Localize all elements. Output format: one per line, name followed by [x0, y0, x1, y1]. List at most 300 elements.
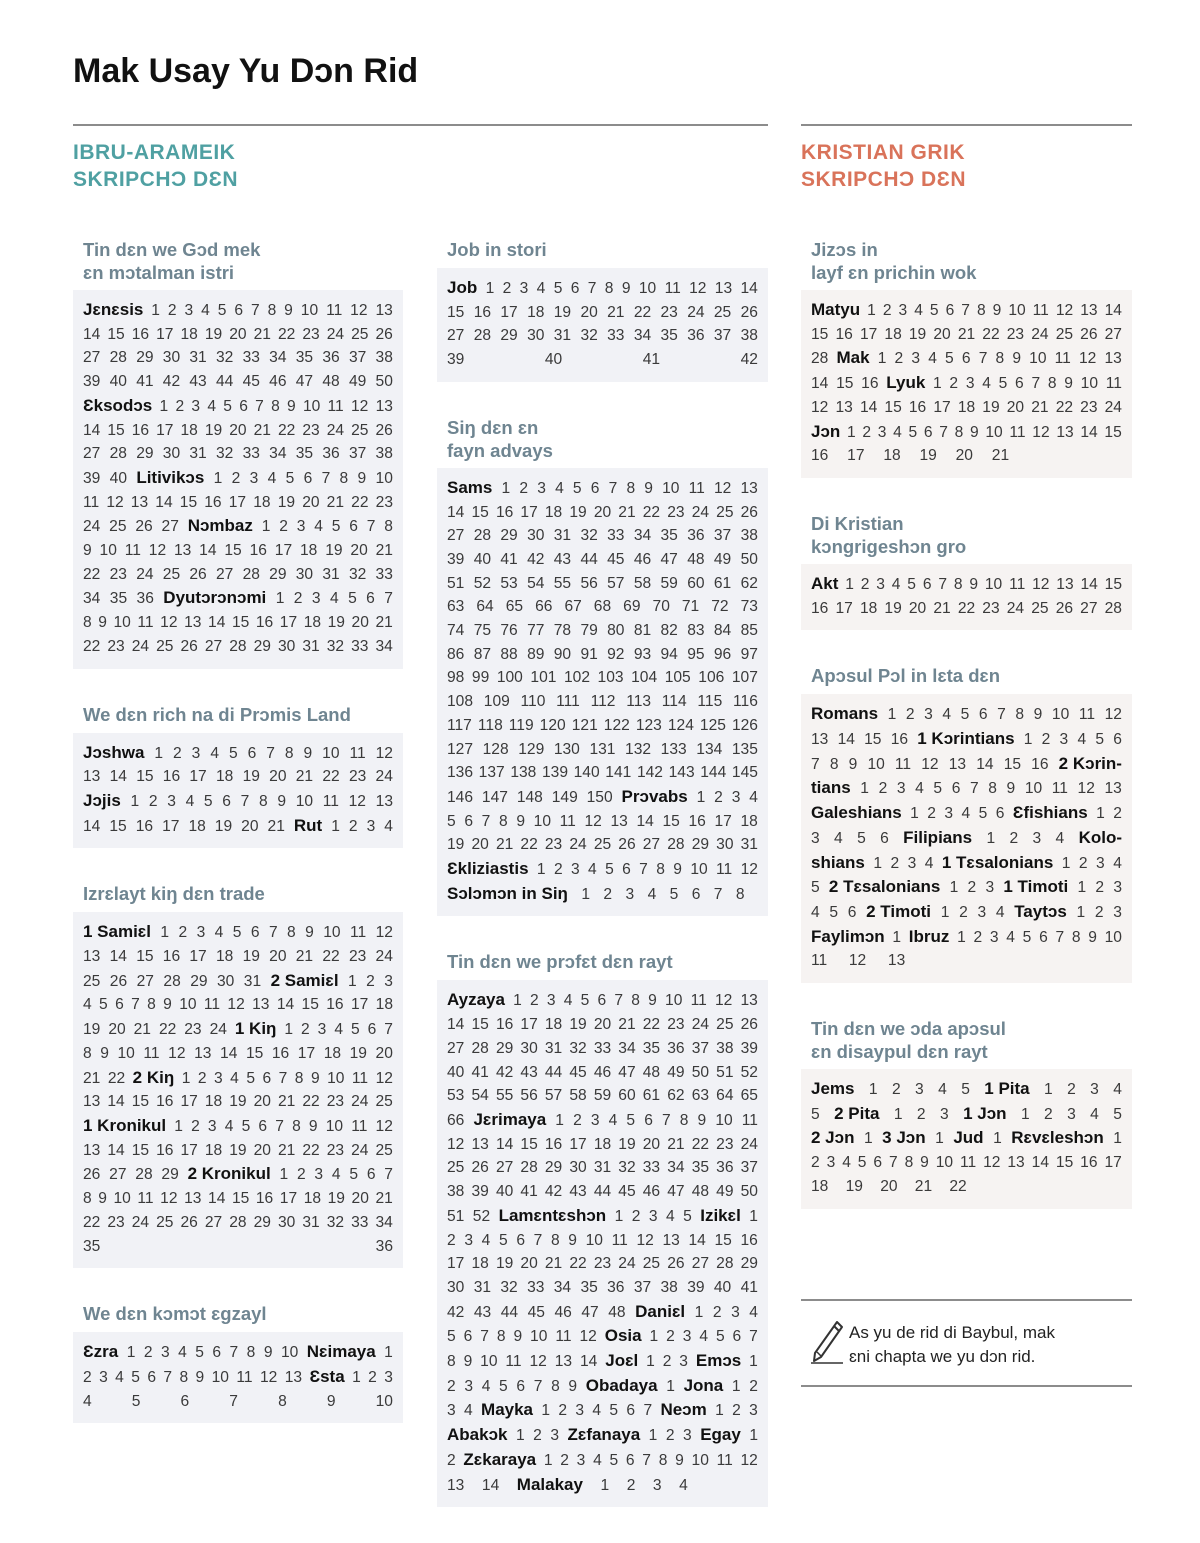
chapter-number[interactable]: 29 — [253, 1213, 271, 1231]
chapter-number[interactable]: 12 — [811, 398, 829, 416]
chapter-number[interactable]: 145 — [731, 764, 758, 782]
chapter-number[interactable]: 106 — [698, 669, 725, 687]
chapter-number[interactable]: 1 — [935, 1130, 944, 1148]
chapter-number[interactable]: 16 — [255, 1190, 274, 1208]
chapter-number[interactable]: 22 — [949, 1177, 967, 1195]
chapter-number[interactable]: 26 — [375, 421, 393, 439]
chapter-number[interactable]: 1 — [749, 1353, 758, 1371]
chapter-number[interactable]: 23 — [593, 1255, 612, 1273]
chapter-number[interactable]: 5 — [907, 575, 916, 593]
chapter-number[interactable]: 19 — [982, 398, 1000, 416]
chapter-number[interactable]: 29 — [253, 637, 271, 655]
chapter-number[interactable]: 1 — [648, 1427, 658, 1445]
chapter-number[interactable]: 10 — [375, 469, 393, 487]
chapter-number[interactable]: 65 — [505, 598, 524, 616]
chapter-number[interactable]: 19 — [327, 614, 345, 632]
chapter-number[interactable]: 124 — [667, 716, 694, 734]
chapter-number[interactable]: 24 — [209, 1021, 227, 1039]
chapter-number[interactable]: 5 — [99, 996, 108, 1014]
chapter-number[interactable]: 17 — [847, 447, 865, 465]
chapter-number[interactable]: 42 — [527, 550, 545, 568]
chapter-number[interactable]: 57 — [607, 574, 625, 592]
chapter-number[interactable]: 10 — [690, 861, 708, 879]
chapter-number[interactable]: 15 — [107, 325, 125, 343]
chapter-number[interactable]: 6 — [262, 1069, 272, 1087]
chapter-number[interactable]: 9 — [969, 423, 979, 441]
chapter-number[interactable]: 16 — [861, 375, 879, 393]
chapter-number[interactable]: 1 — [501, 479, 511, 497]
chapter-number[interactable]: 18 — [188, 817, 206, 835]
chapter-number[interactable]: 25 — [156, 637, 174, 655]
chapter-number[interactable]: 3 — [191, 744, 201, 762]
chapter-number[interactable]: 28 — [229, 637, 247, 655]
chapter-number[interactable]: 5 — [349, 1166, 359, 1184]
chapter-number[interactable]: 19 — [214, 817, 233, 835]
chapter-number[interactable]: 12 — [1032, 575, 1050, 593]
chapter-number[interactable]: 11 — [894, 755, 912, 773]
chapter-number[interactable]: 15 — [107, 421, 125, 439]
chapter-number[interactable]: 24 — [326, 421, 345, 439]
chapter-number[interactable]: 14 — [837, 731, 855, 749]
chapter-number[interactable]: 2 — [296, 1166, 306, 1184]
chapter-number[interactable]: 17 — [500, 303, 518, 321]
chapter-number[interactable]: 4 — [464, 1402, 473, 1420]
chapter-number[interactable]: 10 — [1008, 302, 1026, 319]
chapter-number[interactable]: 22 — [278, 421, 296, 439]
chapter-number[interactable]: 38 — [740, 527, 758, 545]
chapter-number[interactable]: 3 — [167, 792, 176, 810]
chapter-number[interactable]: 31 — [243, 972, 262, 990]
chapter-number[interactable]: 30 — [278, 1213, 296, 1231]
chapter-number[interactable]: 10 — [1051, 706, 1070, 724]
chapter-number[interactable]: 8 — [1047, 375, 1057, 393]
chapter-number[interactable]: 15 — [1104, 575, 1122, 593]
chapter-number[interactable]: 12 — [1055, 302, 1074, 319]
chapter-number[interactable]: 16 — [811, 447, 829, 465]
chapter-number[interactable]: 16 — [1080, 1154, 1098, 1172]
chapter-number[interactable]: 54 — [471, 1087, 489, 1105]
chapter-number[interactable]: 17 — [520, 503, 538, 521]
chapter-number[interactable]: 15 — [884, 398, 902, 416]
chapter-number[interactable]: 79 — [580, 622, 598, 640]
chapter-number[interactable]: 22 — [107, 1069, 126, 1087]
chapter-number[interactable]: 31 — [189, 445, 207, 463]
chapter-number[interactable]: 12 — [689, 280, 707, 297]
chapter-number[interactable]: 25 — [716, 503, 734, 521]
chapter-number[interactable]: 11 — [124, 542, 141, 560]
chapter-number[interactable]: 20 — [593, 503, 612, 521]
chapter-number[interactable]: 96 — [713, 645, 732, 663]
chapter-number[interactable]: 4 — [83, 1392, 92, 1410]
chapter-number[interactable]: 15 — [471, 503, 489, 521]
chapter-number[interactable]: 7 — [888, 1154, 898, 1172]
chapter-number[interactable]: 13 — [740, 992, 758, 1010]
chapter-number[interactable]: 100 — [496, 669, 523, 687]
chapter-number[interactable]: 6 — [945, 302, 955, 319]
chapter-number[interactable]: 12 — [350, 397, 369, 415]
chapter-number[interactable]: 23 — [982, 599, 1000, 617]
chapter-number[interactable]: 8 — [995, 350, 1005, 368]
chapter-number[interactable]: 13 — [252, 996, 270, 1014]
chapter-number[interactable]: 11 — [143, 1044, 160, 1062]
chapter-number[interactable]: 2 — [860, 575, 870, 593]
chapter-number[interactable]: 129 — [518, 740, 545, 758]
chapter-number[interactable]: 5 — [1022, 928, 1032, 946]
chapter-number[interactable]: 45 — [618, 1183, 636, 1201]
chapter-number[interactable]: 33 — [242, 349, 260, 367]
chapter-number[interactable]: 8 — [147, 996, 156, 1014]
chapter-number[interactable]: 34 — [269, 445, 287, 463]
chapter-number[interactable]: 3 — [965, 375, 975, 393]
chapter-number[interactable]: 23 — [326, 1093, 345, 1111]
chapter-number[interactable]: 30 — [295, 565, 314, 583]
chapter-number[interactable]: 31 — [322, 565, 340, 583]
chapter-number[interactable]: 38 — [375, 445, 393, 463]
chapter-number[interactable]: 14 — [447, 503, 465, 521]
chapter-number[interactable]: 11 — [741, 1111, 758, 1129]
chapter-number[interactable]: 21 — [1031, 398, 1049, 416]
chapter-number[interactable]: 9 — [1033, 706, 1043, 724]
chapter-number[interactable]: 20 — [880, 1177, 898, 1195]
chapter-number[interactable]: 108 — [447, 693, 474, 711]
chapter-number[interactable]: 22 — [302, 1141, 320, 1159]
chapter-number[interactable]: 10 — [715, 1111, 733, 1129]
chapter-number[interactable]: 22 — [691, 1135, 710, 1153]
chapter-number[interactable]: 46 — [269, 373, 287, 391]
chapter-number[interactable]: 30 — [162, 445, 181, 463]
chapter-number[interactable]: 94 — [660, 645, 678, 663]
chapter-number[interactable]: 10 — [662, 479, 680, 497]
chapter-number[interactable]: 4 — [207, 397, 216, 415]
chapter-number[interactable]: 34 — [83, 590, 101, 608]
chapter-number[interactable]: 40 — [109, 469, 128, 487]
chapter-number[interactable]: 142 — [636, 764, 663, 782]
chapter-number[interactable]: 1 — [1020, 1105, 1030, 1123]
chapter-number[interactable]: 47 — [581, 1303, 599, 1321]
chapter-number[interactable]: 46 — [554, 1303, 572, 1321]
chapter-number[interactable]: 2 — [890, 854, 900, 872]
chapter-number[interactable]: 26 — [740, 503, 758, 521]
chapter-number[interactable]: 4 — [811, 903, 820, 921]
chapter-number[interactable]: 2 — [959, 903, 968, 921]
chapter-number[interactable]: 20 — [253, 1093, 271, 1111]
chapter-number[interactable]: 20 — [229, 325, 247, 343]
chapter-number[interactable]: 8 — [735, 885, 745, 903]
chapter-number[interactable]: 15 — [864, 731, 882, 749]
chapter-number[interactable]: 70 — [652, 598, 670, 616]
chapter-number[interactable]: 8 — [267, 302, 277, 319]
chapter-number[interactable]: 6 — [597, 992, 607, 1010]
chapter-number[interactable]: 13 — [811, 731, 829, 749]
chapter-number[interactable]: 40 — [713, 1278, 732, 1296]
chapter-number[interactable]: 14 — [976, 755, 994, 773]
chapter-number[interactable]: 8 — [292, 1117, 301, 1135]
chapter-number[interactable]: 2 — [665, 1427, 675, 1445]
chapter-number[interactable]: 36 — [322, 445, 340, 463]
chapter-number[interactable]: 5 — [811, 879, 820, 897]
chapter-number[interactable]: 14 — [495, 1135, 514, 1153]
chapter-number[interactable]: 23 — [348, 948, 367, 966]
chapter-number[interactable]: 15 — [231, 614, 250, 632]
chapter-number[interactable]: 10 — [480, 1353, 498, 1371]
chapter-number[interactable]: 35 — [660, 527, 678, 545]
chapter-number[interactable]: 4 — [665, 1207, 675, 1225]
chapter-number[interactable]: 1 — [694, 1303, 704, 1321]
chapter-number[interactable]: 104 — [631, 669, 658, 687]
chapter-number[interactable]: 26 — [667, 1255, 685, 1273]
chapter-number[interactable]: 1 — [555, 1111, 564, 1129]
chapter-number[interactable]: 52 — [740, 1063, 758, 1081]
chapter-number[interactable]: 1 — [331, 817, 340, 835]
chapter-number[interactable]: 3 — [576, 1451, 586, 1469]
chapter-number[interactable]: 34 — [633, 327, 652, 345]
chapter-number[interactable]: 8 — [246, 1344, 256, 1362]
chapter-number[interactable]: 58 — [633, 574, 652, 592]
chapter-number[interactable]: 49 — [667, 1063, 685, 1081]
chapter-number[interactable]: 8 — [954, 423, 964, 441]
chapter-number[interactable]: 18 — [544, 503, 563, 521]
chapter-number[interactable]: 5 — [553, 280, 563, 297]
chapter-number[interactable]: 22 — [302, 1093, 320, 1111]
chapter-number[interactable]: 9 — [1006, 780, 1016, 798]
chapter-number[interactable]: 51 — [716, 1063, 734, 1081]
chapter-number[interactable]: 11 — [559, 812, 576, 830]
chapter-number[interactable]: 12 — [375, 1117, 393, 1135]
chapter-number[interactable]: 21 — [544, 1255, 563, 1273]
chapter-number[interactable]: 44 — [215, 373, 234, 391]
chapter-number[interactable]: 3 — [876, 575, 885, 593]
chapter-number[interactable]: 2 — [231, 469, 241, 487]
chapter-number[interactable]: 17 — [228, 493, 247, 511]
chapter-number[interactable]: 12 — [227, 996, 245, 1014]
chapter-number[interactable]: 25 — [716, 1016, 734, 1034]
chapter-number[interactable]: 4 — [83, 996, 92, 1014]
chapter-number[interactable]: 13 — [471, 1135, 489, 1153]
chapter-number[interactable]: 5 — [857, 829, 866, 847]
chapter-number[interactable]: 23 — [109, 565, 127, 583]
chapter-number[interactable]: 36 — [607, 1278, 625, 1296]
chapter-number[interactable]: 89 — [527, 645, 545, 663]
chapter-number[interactable]: 14 — [107, 1141, 125, 1159]
chapter-number[interactable]: 30 — [216, 972, 235, 990]
chapter-number[interactable]: 4 — [608, 1111, 618, 1129]
chapter-number[interactable]: 13 — [662, 1231, 680, 1249]
chapter-number[interactable]: 14 — [636, 812, 654, 830]
chapter-number[interactable]: 5 — [232, 924, 242, 942]
chapter-number[interactable]: 12 — [168, 1044, 186, 1062]
chapter-number[interactable]: 6 — [516, 1231, 525, 1249]
chapter-number[interactable]: 29 — [544, 1159, 563, 1177]
chapter-number[interactable]: 12 — [983, 1154, 1001, 1172]
chapter-number[interactable]: 45 — [569, 1063, 587, 1081]
chapter-number[interactable]: 49 — [713, 550, 732, 568]
chapter-number[interactable]: 5 — [195, 1344, 204, 1362]
chapter-number[interactable]: 37 — [348, 349, 367, 367]
chapter-number[interactable]: 1 — [887, 706, 897, 724]
chapter-number[interactable]: 11 — [960, 1154, 977, 1172]
chapter-number[interactable]: 31 — [302, 637, 320, 655]
chapter-number[interactable]: 23 — [716, 1135, 734, 1153]
chapter-number[interactable]: 18 — [544, 1016, 563, 1034]
chapter-number[interactable]: 4 — [210, 744, 219, 762]
chapter-number[interactable]: 39 — [83, 373, 101, 391]
chapter-number[interactable]: 2 — [1078, 854, 1088, 872]
chapter-number[interactable]: 17 — [279, 1190, 298, 1208]
chapter-number[interactable]: 14 — [208, 1190, 226, 1208]
chapter-number[interactable]: 6 — [873, 1154, 883, 1172]
chapter-number[interactable]: 12 — [921, 755, 939, 773]
chapter-number[interactable]: 34 — [553, 1278, 572, 1296]
chapter-number[interactable]: 3 — [464, 1231, 474, 1249]
chapter-number[interactable]: 26 — [109, 972, 128, 990]
chapter-number[interactable]: 54 — [527, 574, 545, 592]
chapter-number[interactable]: 9 — [673, 861, 682, 879]
chapter-number[interactable]: 8 — [339, 469, 349, 487]
chapter-number[interactable]: 41 — [471, 1063, 489, 1081]
chapter-number[interactable]: 18 — [303, 1190, 322, 1208]
chapter-number[interactable]: 16 — [255, 614, 274, 632]
chapter-number[interactable]: 14 — [579, 1353, 598, 1371]
chapter-number[interactable]: 10 — [325, 1117, 344, 1135]
chapter-number[interactable]: 53 — [447, 1087, 465, 1105]
chapter-number[interactable]: 33 — [527, 1278, 545, 1296]
chapter-number[interactable]: 7 — [384, 1166, 393, 1184]
chapter-number[interactable]: 3 — [570, 861, 580, 879]
chapter-number[interactable]: 9 — [310, 1069, 320, 1087]
chapter-number[interactable]: 2 — [173, 744, 182, 762]
chapter-number[interactable]: 33 — [242, 445, 260, 463]
chapter-number[interactable]: 40 — [109, 373, 127, 391]
chapter-number[interactable]: 14 — [155, 493, 173, 511]
chapter-number[interactable]: 21 — [914, 1177, 933, 1195]
chapter-number[interactable]: 23 — [544, 836, 563, 854]
chapter-number[interactable]: 3 — [214, 1069, 223, 1087]
chapter-number[interactable]: 10 — [113, 614, 131, 632]
chapter-number[interactable]: 25 — [109, 518, 127, 536]
chapter-number[interactable]: 5 — [246, 1069, 255, 1087]
chapter-number[interactable]: 12 — [160, 1190, 178, 1208]
chapter-number[interactable]: 103 — [597, 669, 624, 687]
chapter-number[interactable]: 69 — [623, 598, 641, 616]
chapter-number[interactable]: 39 — [447, 550, 465, 568]
chapter-number[interactable]: 2 — [148, 792, 158, 810]
chapter-number[interactable]: 2 — [279, 518, 288, 536]
chapter-number[interactable]: 10 — [375, 1392, 393, 1410]
chapter-number[interactable]: 3 — [464, 1377, 474, 1395]
chapter-number[interactable]: 18 — [471, 1255, 489, 1273]
chapter-number[interactable]: 21 — [267, 817, 285, 835]
chapter-number[interactable]: 4 — [185, 792, 195, 810]
chapter-number[interactable]: 42 — [447, 1303, 465, 1321]
chapter-number[interactable]: 150 — [586, 788, 613, 806]
chapter-number[interactable]: 8 — [679, 1111, 689, 1129]
chapter-number[interactable]: 67 — [564, 598, 582, 616]
chapter-number[interactable]: 49 — [348, 373, 367, 391]
chapter-number[interactable]: 18 — [215, 768, 234, 786]
chapter-number[interactable]: 5 — [978, 805, 988, 823]
chapter-number[interactable]: 6 — [115, 996, 124, 1014]
chapter-number[interactable]: 5 — [447, 812, 456, 830]
chapter-number[interactable]: 2 — [626, 1476, 636, 1494]
chapter-number[interactable]: 118 — [477, 716, 503, 734]
chapter-number[interactable]: 38 — [375, 349, 393, 367]
chapter-number[interactable]: 46 — [642, 1183, 661, 1201]
chapter-number[interactable]: 13 — [1056, 575, 1074, 593]
chapter-number[interactable]: 8 — [278, 1392, 287, 1410]
chapter-number[interactable]: 40 — [447, 1063, 465, 1081]
chapter-number[interactable]: 4 — [267, 469, 277, 487]
chapter-number[interactable]: 21 — [375, 1190, 393, 1208]
chapter-number[interactable]: 51 — [447, 574, 465, 592]
chapter-number[interactable]: 7 — [997, 706, 1006, 724]
chapter-number[interactable]: 10 — [300, 302, 319, 319]
chapter-number[interactable]: 1 — [536, 861, 546, 879]
chapter-number[interactable]: 90 — [553, 645, 572, 663]
chapter-number[interactable]: 12 — [148, 542, 167, 560]
chapter-number[interactable]: 1 — [130, 792, 140, 810]
chapter-number[interactable]: 13 — [83, 1093, 101, 1111]
chapter-number[interactable]: 8 — [551, 1377, 560, 1395]
chapter-number[interactable]: 148 — [516, 788, 543, 806]
chapter-number[interactable]: 11 — [688, 479, 705, 497]
chapter-number[interactable]: 5 — [683, 1207, 692, 1225]
chapter-number[interactable]: 110 — [520, 693, 546, 711]
chapter-number[interactable]: 20 — [229, 421, 247, 439]
chapter-number[interactable]: 4 — [555, 479, 564, 497]
chapter-number[interactable]: 1 — [284, 1021, 294, 1039]
chapter-number[interactable]: 40 — [473, 550, 492, 568]
chapter-number[interactable]: 21 — [253, 325, 271, 343]
chapter-number[interactable]: 15 — [224, 542, 242, 560]
chapter-number[interactable]: 2 — [603, 885, 613, 903]
chapter-number[interactable]: 137 — [478, 764, 505, 782]
chapter-number[interactable]: 44 — [593, 1183, 612, 1201]
chapter-number[interactable]: 17 — [520, 1016, 538, 1034]
chapter-number[interactable]: 38 — [716, 1039, 734, 1057]
chapter-number[interactable]: 19 — [553, 303, 572, 321]
chapter-number[interactable]: 20 — [580, 303, 598, 321]
chapter-number[interactable]: 35 — [691, 1159, 710, 1177]
chapter-number[interactable]: 1 — [863, 1130, 873, 1148]
chapter-number[interactable]: 25 — [642, 1255, 661, 1273]
chapter-number[interactable]: 2 — [348, 817, 358, 835]
chapter-number[interactable]: 42 — [544, 1183, 563, 1201]
chapter-number[interactable]: 4 — [481, 1377, 491, 1395]
chapter-number[interactable]: 15 — [1055, 1154, 1074, 1172]
chapter-number[interactable]: 17 — [933, 398, 951, 416]
chapter-number[interactable]: 47 — [295, 373, 314, 391]
chapter-number[interactable]: 7 — [939, 423, 948, 441]
chapter-number[interactable]: 28 — [473, 527, 492, 545]
chapter-number[interactable]: 21 — [607, 303, 625, 321]
chapter-number[interactable]: 24 — [569, 836, 587, 854]
chapter-number[interactable]: 10 — [280, 1344, 299, 1362]
chapter-number[interactable]: 21 — [253, 421, 271, 439]
chapter-number[interactable]: 14 — [107, 1093, 125, 1111]
chapter-number[interactable]: 66 — [447, 1111, 465, 1129]
chapter-number[interactable]: 4 — [593, 1451, 602, 1469]
chapter-number[interactable]: 3 — [679, 1353, 688, 1371]
chapter-number[interactable]: 10 — [691, 1451, 709, 1469]
chapter-number[interactable]: 27 — [83, 445, 101, 463]
chapter-number[interactable]: 21 — [495, 836, 514, 854]
chapter-number[interactable]: 4 — [961, 805, 971, 823]
chapter-number[interactable]: 15 — [471, 1016, 489, 1034]
chapter-number[interactable]: 3 — [519, 280, 529, 297]
chapter-number[interactable]: 17 — [714, 812, 732, 830]
chapter-number[interactable]: 10 — [867, 755, 885, 773]
chapter-number[interactable]: 5 — [609, 1451, 619, 1469]
